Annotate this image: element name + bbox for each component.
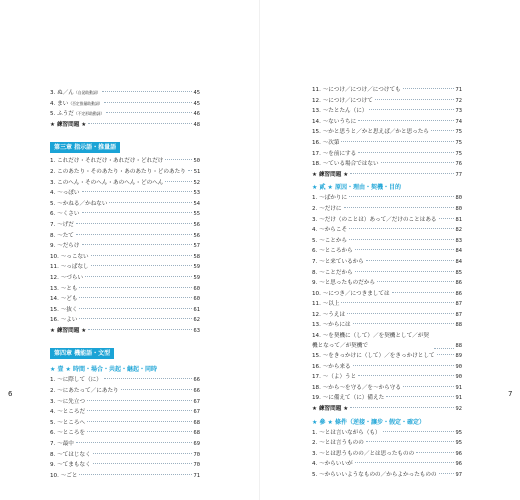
- toc-entry-label: 7. ～と来ているから: [312, 258, 364, 265]
- right-page: [260, 0, 520, 500]
- toc-entry-label: 4. まい: [50, 100, 69, 107]
- leader-dots: [358, 152, 453, 153]
- toc-entry-page: 88: [455, 322, 462, 329]
- toc-entry-page: 59: [193, 274, 200, 281]
- toc-entry-label: 2. ～だけに: [312, 205, 342, 212]
- toc-entry[interactable]: [50, 428, 200, 439]
- right-toc-column: [312, 85, 462, 481]
- leader-dots: [341, 141, 453, 142]
- toc-entry[interactable]: [50, 375, 200, 386]
- toc-entry-label: 3. ～に先立つ: [50, 398, 86, 405]
- toc-entry-page: 60: [193, 285, 200, 292]
- toc-entry-page: 80: [455, 195, 462, 202]
- leader-dots: [104, 378, 192, 379]
- leader-dots: [431, 130, 454, 131]
- toc-entry-label: 11. ～につけ／につけ／につけても: [312, 87, 401, 93]
- toc-entry-label: 6. ～ところを: [50, 430, 86, 437]
- toc-entry-page: 66: [193, 377, 200, 384]
- leader-dots: [79, 297, 191, 298]
- toc-entry[interactable]: [50, 284, 200, 295]
- toc-entry[interactable]: [312, 193, 462, 204]
- toc-entry[interactable]: [312, 236, 462, 247]
- toc-entry-page: 68: [193, 419, 200, 426]
- leader-dots: [165, 181, 191, 182]
- toc-entry-page: 67: [193, 398, 200, 405]
- toc-entry-page: 87: [455, 301, 462, 308]
- toc-entry-label: 1. ～とは言いながら（も）: [312, 429, 381, 436]
- toc-entry-label: 17. ～（よ）うと: [312, 374, 357, 381]
- left-toc-column: [50, 88, 200, 481]
- toc-entry-label: 5. ～ことから: [312, 237, 348, 244]
- toc-entry-page: 82: [455, 227, 462, 234]
- leader-dots: [91, 265, 192, 266]
- toc-entry-label: 14. ～を契機に（して）／を契機として／が契機となって／が契機で: [312, 333, 429, 350]
- toc-entry[interactable]: [50, 109, 200, 120]
- toc-entry-label: 8. ～てはじなく: [50, 451, 91, 458]
- leader-dots: [355, 462, 454, 463]
- toc-entry-page: 84: [455, 258, 462, 265]
- toc-entry-label: 18. ～から～を守る／を～から守る: [312, 384, 401, 391]
- toc-entry[interactable]: [312, 372, 462, 383]
- leader-dots: [349, 196, 453, 197]
- toc-entry-page: 51: [193, 168, 201, 175]
- toc-entry-page: 90: [455, 374, 462, 381]
- toc-entry-note: （不定形助動詞）: [73, 111, 105, 117]
- toc-entry-page: 75: [455, 139, 462, 146]
- leader-dots: [79, 474, 191, 475]
- toc-entry[interactable]: [312, 438, 462, 449]
- leader-dots: [403, 386, 454, 387]
- leader-dots: [350, 407, 453, 408]
- toc-entry-page: 97: [455, 472, 462, 478]
- toc-entry-label: 8. ～ことだから: [312, 269, 353, 276]
- toc-entry[interactable]: [50, 188, 200, 199]
- toc-entry-label: 3. ～とは思うものの／とは思ったものの: [312, 450, 415, 457]
- exercise-entry[interactable]: [50, 326, 200, 337]
- toc-entry-page: 86: [455, 290, 462, 297]
- toc-entry-label: 16. ～次第: [312, 139, 340, 146]
- leader-dots: [366, 260, 454, 261]
- toc-entry-label: 16. ～よい: [50, 317, 78, 324]
- right-entries-d: [312, 428, 462, 481]
- toc-entry-label: 2. このあたり・そのあたり・あのあたり・どのあたり: [50, 168, 186, 175]
- toc-entry[interactable]: [312, 331, 462, 351]
- toc-entry-page: 61: [193, 306, 200, 313]
- exercise-entry[interactable]: [50, 120, 200, 131]
- toc-entry-label: 15. ～かと思うと／かと思えば／かと思ったら: [312, 129, 429, 136]
- toc-entry[interactable]: [50, 460, 200, 471]
- leader-dots: [353, 365, 454, 366]
- leader-dots: [403, 88, 454, 89]
- toc-entry-label: 8. ～たて: [50, 232, 74, 239]
- exercise-entry[interactable]: [312, 404, 462, 415]
- toc-entry-label: 17. ～を前にする: [312, 150, 357, 157]
- leader-dots: [434, 348, 454, 349]
- leader-dots: [88, 123, 191, 124]
- toc-entry[interactable]: [312, 117, 462, 128]
- toc-entry-page: 71: [455, 87, 462, 93]
- toc-entry[interactable]: [50, 471, 200, 482]
- toc-entry-page: 95: [455, 429, 462, 436]
- leader-dots: [358, 120, 453, 121]
- leader-dots: [377, 281, 453, 282]
- toc-entry-label: 1. ～ばかりに: [312, 195, 348, 202]
- toc-entry-label: 11. ～以上: [312, 301, 340, 308]
- leader-dots: [87, 410, 191, 411]
- toc-entry[interactable]: [312, 225, 462, 236]
- toc-entry-page: 52: [193, 179, 200, 186]
- toc-entry-page: 91: [455, 384, 462, 391]
- section-heading: ★ 參 ★ 條件（逆接・讓步・假定・確定）: [312, 418, 426, 426]
- toc-entry-page: 50: [193, 158, 200, 165]
- toc-entry[interactable]: [312, 351, 462, 362]
- toc-entry-page: 96: [455, 461, 462, 468]
- leader-dots: [104, 102, 191, 103]
- chapter-heading: 第四章 機能語・文型: [50, 348, 114, 359]
- toc-entry-label: 10. ～ごと: [50, 472, 78, 479]
- toc-entry-label: 5. ～からいいようなものの／からよかったものの: [312, 472, 437, 478]
- leader-dots: [93, 453, 192, 454]
- leader-dots: [347, 313, 453, 314]
- leader-dots: [392, 292, 454, 293]
- leader-dots: [87, 421, 191, 422]
- toc-entry[interactable]: [312, 127, 462, 138]
- leader-dots: [358, 375, 453, 376]
- toc-entry-page: 46: [193, 111, 200, 118]
- toc-entry-label: ★ 練習問題 ★: [50, 327, 87, 334]
- leader-dots: [383, 431, 454, 432]
- exercise-entry[interactable]: [312, 170, 462, 181]
- toc-entry[interactable]: [312, 428, 462, 439]
- leader-dots: [76, 223, 192, 224]
- toc-entry[interactable]: [312, 149, 462, 160]
- right-entries-b: [312, 193, 462, 331]
- leader-dots: [341, 302, 453, 303]
- toc-entry-page: 80: [455, 205, 462, 212]
- toc-entry-label: 1. ～に際して（に）: [50, 377, 102, 384]
- toc-entry[interactable]: [50, 294, 200, 305]
- toc-entry-label: 18. ～ている場合ではない: [312, 161, 379, 168]
- toc-entry-page: 70: [193, 462, 200, 469]
- toc-entry[interactable]: [50, 386, 200, 397]
- toc-entry-label: ★ 練習問題 ★: [312, 171, 349, 178]
- toc-entry-label: 9. ～と思ったものだから: [312, 280, 376, 287]
- leader-dots: [386, 396, 453, 397]
- toc-entry-label: 5. ふうだ: [50, 111, 74, 118]
- toc-entry-page: 89: [455, 353, 462, 360]
- toc-entry-page: 87: [455, 311, 462, 318]
- toc-entry[interactable]: [312, 96, 462, 107]
- toc-entry-page: 63: [193, 327, 200, 334]
- toc-entry-label: 16. ～から来る: [312, 363, 351, 370]
- leader-dots: [79, 318, 191, 319]
- leader-dots: [353, 323, 454, 324]
- toc-entry-page: 54: [193, 200, 200, 207]
- toc-entry-label: 2. ～とは言うものの: [312, 440, 364, 447]
- leader-dots: [355, 271, 454, 272]
- leader-dots: [76, 234, 192, 235]
- toc-entry-label: 7. ～最中: [50, 441, 74, 448]
- section-heading: ★ 貳 ★ 原因・理由・契機・目的: [312, 184, 402, 192]
- toc-entry[interactable]: [50, 156, 200, 167]
- toc-entry[interactable]: [312, 268, 462, 279]
- toc-entry-label: 13. ～とも: [50, 285, 78, 292]
- page-number: 7: [508, 390, 513, 398]
- toc-entry-page: 75: [455, 150, 462, 157]
- toc-entry-page: 88: [455, 343, 462, 350]
- toc-entry-label: 5. ～かねる／かねない: [50, 200, 108, 207]
- toc-entry-page: 66: [193, 388, 200, 395]
- section-heading: ★ 壹 ★ 時間・場合・共起・継起・同時: [50, 366, 158, 374]
- toc-entry-label: 3. ぬ／ん: [50, 90, 74, 96]
- toc-entry[interactable]: [50, 252, 200, 263]
- leader-dots: [79, 287, 191, 288]
- toc-entry-page: 77: [455, 171, 462, 178]
- leader-dots: [121, 389, 192, 390]
- toc-entry[interactable]: [50, 167, 200, 178]
- leader-dots: [375, 99, 454, 100]
- toc-entry-label: 4. ～っぽい: [50, 190, 80, 197]
- toc-entry[interactable]: [312, 393, 462, 404]
- toc-entry-page: 62: [193, 317, 200, 324]
- toc-entry[interactable]: [312, 362, 462, 373]
- leader-dots: [102, 91, 191, 92]
- left-top-entries: [50, 88, 200, 130]
- toc-entry-page: 92: [455, 406, 462, 413]
- toc-entry[interactable]: [312, 257, 462, 268]
- toc-entry-page: 45: [193, 100, 200, 107]
- toc-entry[interactable]: [312, 246, 462, 257]
- toc-entry[interactable]: [50, 262, 200, 273]
- leader-dots: [439, 218, 454, 219]
- toc-entry-label: ★ 練習問題 ★: [312, 406, 349, 413]
- leader-dots: [349, 239, 453, 240]
- leader-dots: [91, 255, 192, 256]
- leader-dots: [106, 112, 191, 113]
- toc-entry[interactable]: [312, 85, 462, 96]
- toc-entry-page: 76: [455, 161, 462, 168]
- toc-entry-page: 70: [193, 451, 200, 458]
- toc-entry[interactable]: [50, 178, 200, 189]
- leader-dots: [76, 442, 192, 443]
- toc-entry[interactable]: [50, 418, 200, 429]
- toc-entry-label: 12. ～につけ／につけて: [312, 97, 373, 104]
- leader-dots: [93, 463, 192, 464]
- right-entries-c: [312, 351, 462, 415]
- toc-entry[interactable]: [312, 449, 462, 460]
- toc-entry[interactable]: [312, 289, 462, 300]
- toc-entry-label: 6. ～ところから: [312, 248, 353, 255]
- toc-entry-page: 91: [455, 395, 462, 402]
- toc-entry-page: 59: [193, 264, 200, 271]
- page-number: 6: [8, 390, 13, 398]
- toc-entry[interactable]: [50, 305, 200, 316]
- chapter-heading: 第三章 指示語・推量語: [50, 142, 120, 153]
- leader-dots: [87, 431, 191, 432]
- leader-dots: [416, 452, 453, 453]
- toc-entry-page: 73: [455, 108, 462, 115]
- toc-entry-page: 90: [455, 363, 462, 370]
- toc-entry-page: 96: [455, 450, 462, 457]
- toc-entry-page: 58: [193, 253, 200, 260]
- toc-entry[interactable]: [312, 459, 462, 470]
- toc-entry-label: 12. ～づらい: [50, 274, 84, 281]
- leader-dots: [369, 109, 453, 110]
- toc-entry[interactable]: [50, 273, 200, 284]
- toc-entry-page: 60: [193, 296, 200, 303]
- leader-dots: [381, 162, 454, 163]
- toc-entry-label: 9. ～だらけ: [50, 243, 80, 250]
- toc-entry-page: 85: [455, 269, 462, 276]
- toc-entry[interactable]: [312, 299, 462, 310]
- leader-dots: [188, 170, 192, 171]
- toc-entry-page: 68: [193, 430, 200, 437]
- toc-entry[interactable]: [50, 397, 200, 408]
- toc-entry-label: 2. ～にあたって／にあたり: [50, 388, 119, 395]
- toc-entry[interactable]: [50, 99, 200, 110]
- leader-dots: [355, 249, 454, 250]
- leader-dots: [85, 276, 191, 277]
- toc-entry-label: 13. ～たとたん（に）: [312, 108, 368, 115]
- toc-entry[interactable]: [312, 278, 462, 289]
- toc-entry[interactable]: [312, 159, 462, 170]
- toc-entry-label: 15. ～をきっかけに（して）／をきっかけとして: [312, 353, 435, 360]
- toc-entry-label: 4. ～からいいが: [312, 461, 353, 468]
- toc-entry[interactable]: [50, 209, 200, 220]
- toc-entry[interactable]: [312, 215, 462, 226]
- toc-entry-label: 10. ～につき／につきましては: [312, 290, 390, 297]
- toc-entry[interactable]: [312, 383, 462, 394]
- toc-entry-label: 1. これだけ・それだけ・あれだけ・どれだけ: [50, 158, 164, 165]
- right-entries-a: [312, 85, 462, 180]
- toc-entry-label: 11. ～っぱなし: [50, 264, 89, 271]
- leader-dots: [109, 202, 191, 203]
- toc-entry-page: 55: [193, 211, 200, 218]
- toc-entry-label: 12. ～うえは: [312, 311, 346, 318]
- toc-entry[interactable]: [312, 470, 462, 481]
- toc-entry-label: 14. ～ども: [50, 296, 78, 303]
- leader-dots: [87, 400, 191, 401]
- toc-entry-page: 56: [193, 221, 200, 228]
- toc-entry[interactable]: [50, 315, 200, 326]
- leader-dots: [439, 473, 454, 474]
- toc-entry-label: 13. ～からには: [312, 322, 351, 329]
- toc-entry[interactable]: [312, 204, 462, 215]
- toc-entry-note: （否定推量助動詞）: [68, 100, 103, 106]
- toc-entry-page: 74: [455, 118, 462, 125]
- toc-entry-label: 3. このへん・そのへん・あのへん・どのへん: [50, 179, 164, 186]
- toc-entry[interactable]: [312, 106, 462, 117]
- toc-entry[interactable]: [312, 138, 462, 149]
- toc-entry-label: 5. ～ところへ: [50, 419, 86, 426]
- leader-dots: [79, 308, 191, 309]
- toc-entry-label: 3. ～だけ（のことは）あって／だけのことはある: [312, 216, 437, 223]
- toc-entry-label: ★ 練習問題 ★: [50, 121, 87, 128]
- leader-dots: [349, 228, 453, 229]
- toc-entry-page: 95: [455, 440, 462, 447]
- toc-entry[interactable]: [50, 439, 200, 450]
- chapter3-entries: [50, 156, 200, 336]
- leader-dots: [82, 191, 192, 192]
- toc-entry-page: 84: [455, 248, 462, 255]
- toc-entry-page: 45: [193, 90, 200, 96]
- toc-entry[interactable]: [50, 88, 200, 99]
- toc-entry-label: 15. ～抜く: [50, 306, 78, 313]
- toc-entry-page: 86: [455, 280, 462, 287]
- toc-entry[interactable]: [50, 199, 200, 210]
- chapter4-entries: [50, 375, 200, 481]
- toc-entry-page: 71: [193, 472, 200, 479]
- leader-dots: [350, 173, 453, 174]
- toc-entry-page: 83: [455, 237, 462, 244]
- leader-dots: [344, 207, 454, 208]
- toc-entry[interactable]: [50, 231, 200, 242]
- leader-dots: [88, 329, 191, 330]
- toc-entry-label: 14. ～ないうちに: [312, 118, 357, 125]
- toc-entry-page: 48: [193, 121, 200, 128]
- toc-entry-note: （自発助動詞）: [73, 90, 101, 95]
- toc-entry-page: 75: [455, 129, 462, 136]
- toc-entry[interactable]: [50, 220, 200, 231]
- toc-entry-page: 69: [193, 441, 200, 448]
- toc-entry-label: 4. ～からこそ: [312, 227, 348, 234]
- leader-dots: [366, 441, 454, 442]
- leader-dots: [82, 212, 192, 213]
- toc-entry-page: 67: [193, 409, 200, 416]
- leader-dots: [437, 354, 454, 355]
- toc-entry[interactable]: [312, 320, 462, 331]
- toc-entry-page: 57: [193, 243, 200, 250]
- toc-entry-page: 72: [455, 97, 462, 104]
- toc-entry[interactable]: [312, 310, 462, 321]
- toc-entry-page: 81: [455, 216, 462, 223]
- leader-dots: [82, 244, 192, 245]
- toc-entry-label: 7. ～げだ: [50, 221, 74, 228]
- toc-entry-label: 6. ～くさい: [50, 211, 80, 218]
- leader-dots: [165, 159, 191, 160]
- toc-entry-page: 56: [193, 232, 200, 239]
- toc-entry-label: 19. ～に備えて（に）備えた: [312, 395, 385, 402]
- toc-entry-label: 9. ～てまもなく: [50, 462, 91, 469]
- toc-entry-label: 4. ～ところだ: [50, 409, 86, 416]
- toc-entry-page: 53: [193, 190, 200, 197]
- toc-entry[interactable]: [50, 450, 200, 461]
- toc-entry[interactable]: [50, 241, 200, 252]
- toc-entry-label: 10. ～っこない: [50, 253, 89, 260]
- toc-entry[interactable]: [50, 407, 200, 418]
